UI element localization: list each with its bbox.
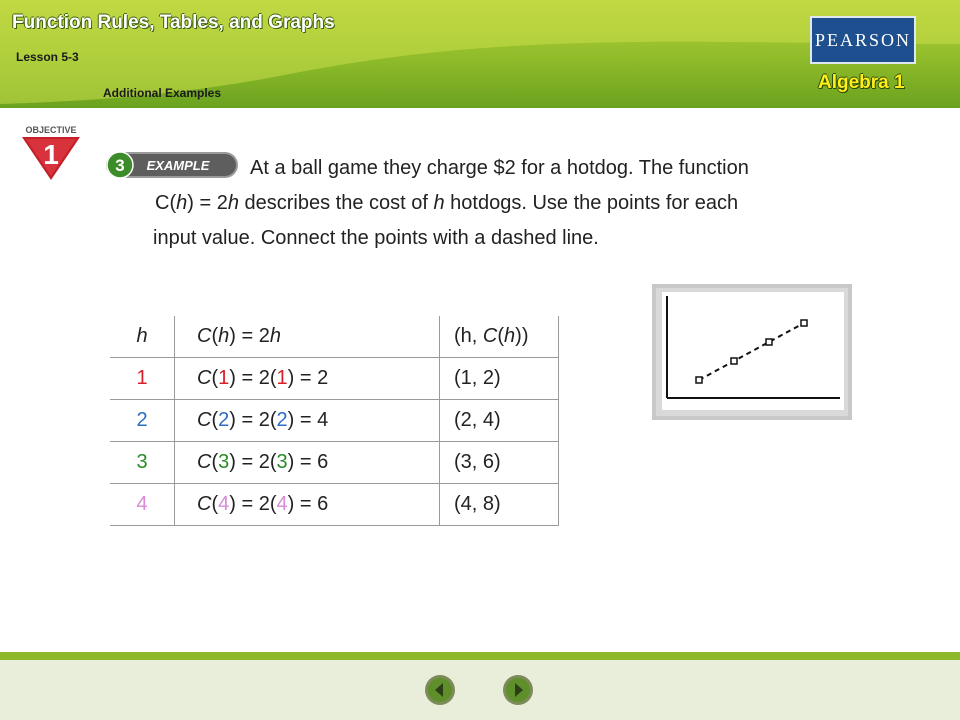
data-point: [801, 320, 807, 326]
next-slide-button[interactable]: [502, 674, 534, 706]
row-pair: (3, 6): [440, 442, 559, 484]
row-h: 3: [110, 442, 175, 484]
previous-slide-button[interactable]: [424, 674, 456, 706]
row-h: 4: [110, 484, 175, 526]
function-table: [110, 316, 559, 526]
course-label: Algebra 1: [818, 72, 905, 93]
row-rule: C(1) = 2(1) = 2: [175, 358, 440, 400]
objective-badge: [16, 122, 86, 182]
problem-line-2: C(h) = 2h describes the cost of h hotdogs. Use the points for each: [155, 192, 739, 214]
footer: [0, 660, 960, 720]
data-point: [731, 358, 737, 364]
table-header-row: [110, 316, 559, 358]
row-rule: C(3) = 2(3) = 6: [175, 442, 440, 484]
row-pair: (1, 2): [440, 358, 559, 400]
row-rule: C(4) = 2(4) = 6: [175, 484, 440, 526]
row-pair: (2, 4): [440, 400, 559, 442]
example-label: EXAMPLE: [146, 158, 210, 173]
table-row: [110, 358, 559, 400]
table-row: [110, 484, 559, 526]
objective-number: 1: [43, 139, 59, 170]
header-banner: [0, 0, 960, 108]
example-badge: [104, 150, 240, 180]
data-point: [696, 377, 702, 383]
header-h: h: [110, 316, 175, 358]
data-point: [766, 339, 772, 345]
objective-label: OBJECTIVE: [25, 125, 77, 135]
slide-title: Function Rules, Tables, and Graphs: [12, 12, 335, 33]
header-rule: C(h) = 2h: [175, 316, 440, 358]
row-h: 1: [110, 358, 175, 400]
header-pair: (h, C(h)): [440, 316, 559, 358]
lesson-label: Lesson 5-3: [16, 50, 79, 64]
table-row: [110, 400, 559, 442]
points-graph: [652, 284, 852, 420]
section-label: Additional Examples: [103, 86, 222, 100]
pearson-logo: PEARSON: [810, 16, 916, 64]
problem-line-3: input value. Connect the points with a dashed line.: [153, 227, 599, 249]
footer-bar: [0, 652, 960, 660]
table-row: [110, 442, 559, 484]
example-number: 3: [115, 156, 125, 175]
row-rule: C(2) = 2(2) = 4: [175, 400, 440, 442]
row-pair: (4, 8): [440, 484, 559, 526]
problem-line-1: At a ball game they charge $2 for a hotdog. The function: [250, 157, 749, 179]
row-h: 2: [110, 400, 175, 442]
